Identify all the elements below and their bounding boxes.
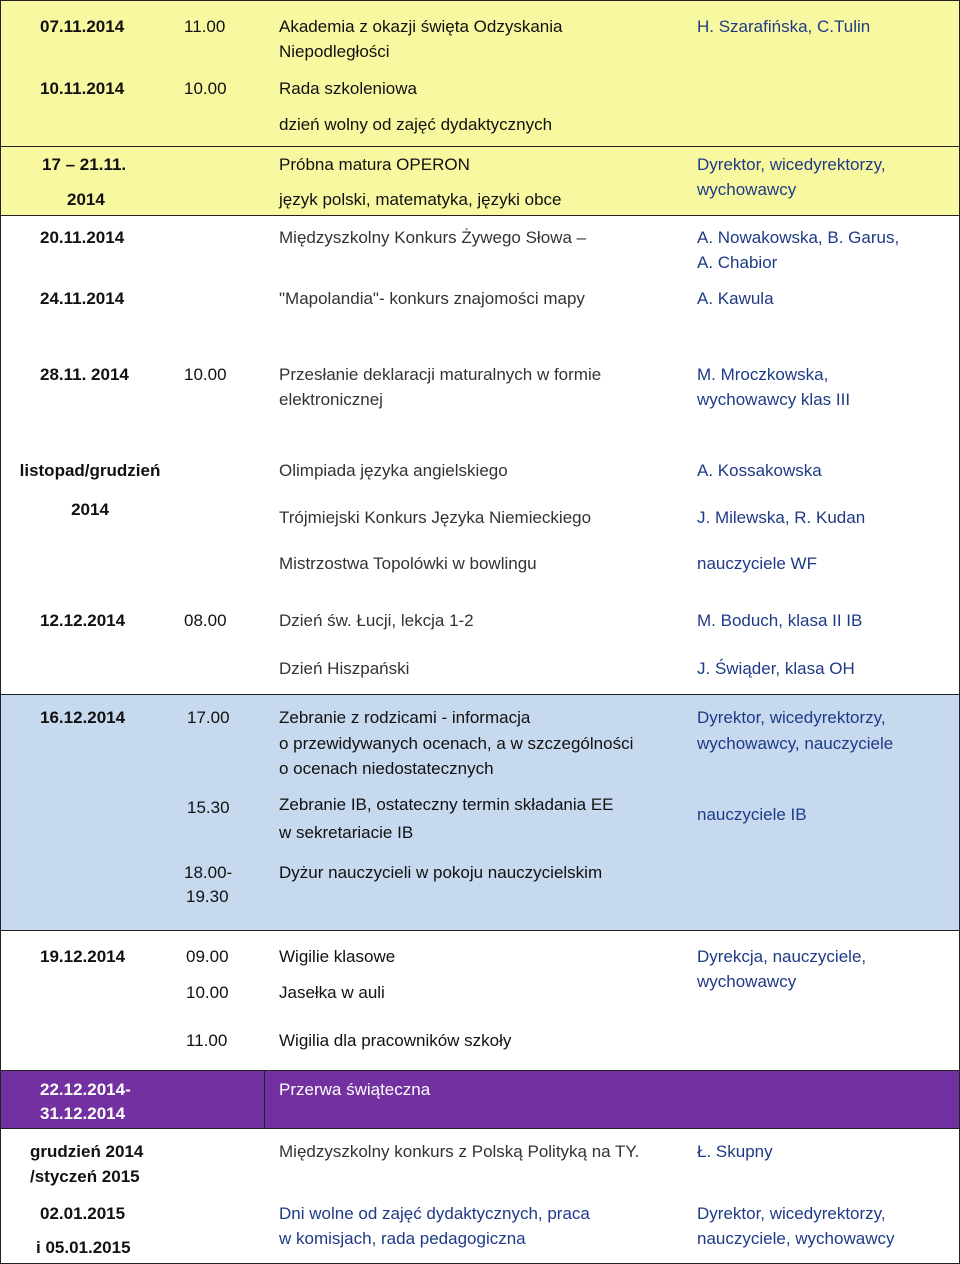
event-time: 10.00 bbox=[184, 79, 227, 98]
event-date: 19.12.2014 bbox=[40, 947, 126, 966]
event-title: Międzyszkolny Konkurs Żywego Słowa – bbox=[279, 228, 587, 247]
event-title: o przewidywanych ocenach, a w szczególności bbox=[279, 734, 634, 753]
event-title: "Mapolandia"- konkurs znajomości mapy bbox=[279, 289, 585, 308]
event-time: 17.00 bbox=[187, 708, 230, 727]
event-date: 12.12.2014 bbox=[40, 611, 126, 630]
event-date: 16.12.2014 bbox=[40, 708, 126, 727]
event-responsible: wychowawcy bbox=[697, 180, 797, 199]
event-time: 11.00 bbox=[186, 1031, 228, 1050]
event-date: 22.12.2014- bbox=[40, 1080, 131, 1099]
event-responsible: wychowawcy klas III bbox=[697, 390, 851, 409]
event-responsible: Dyrektor, wicedyrektorzy, bbox=[697, 1204, 886, 1223]
event-date: listopad/grudzień bbox=[19, 461, 161, 480]
event-date: i 05.01.2015 bbox=[36, 1238, 131, 1257]
event-responsible: A. Kossakowska bbox=[697, 461, 822, 480]
event-responsible: Ł. Skupny bbox=[697, 1142, 773, 1161]
column-divider bbox=[0, 0, 1, 1264]
highlight-band-break bbox=[0, 1070, 960, 1128]
event-responsible: J. Milewska, R. Kudan bbox=[697, 508, 866, 527]
event-time: 09.00 bbox=[186, 947, 229, 966]
event-time: 11.00 bbox=[184, 17, 226, 36]
event-date: 07.11.2014 bbox=[40, 17, 125, 36]
event-title: o ocenach niedostatecznych bbox=[279, 759, 494, 778]
event-responsible: Dyrektor, wicedyrektorzy, bbox=[697, 708, 886, 727]
event-time: 15.30 bbox=[187, 798, 230, 817]
event-responsible: wychowawcy bbox=[697, 972, 797, 991]
event-title: Zebranie IB, ostateczny termin składania EE bbox=[279, 795, 614, 814]
event-title: w sekretariacie IB bbox=[279, 823, 414, 842]
event-title: dzień wolny od zajęć dydaktycznych bbox=[279, 115, 553, 134]
event-time: 10.00 bbox=[186, 983, 229, 1002]
event-title: Zebranie z rodzicami - informacja bbox=[279, 708, 531, 727]
event-date: 28.11. 2014 bbox=[40, 365, 129, 384]
event-responsible: H. Szarafińska, C.Tulin bbox=[697, 17, 871, 36]
event-responsible: J. Świąder, klasa OH bbox=[697, 659, 855, 678]
event-responsible: nauczyciele, wychowawcy bbox=[697, 1229, 895, 1248]
event-time: 19.30 bbox=[186, 887, 229, 906]
event-date: 10.11.2014 bbox=[40, 79, 125, 98]
event-responsible: M. Mroczkowska, bbox=[697, 365, 829, 384]
event-title: Mistrzostwa Topolówki w bowlingu bbox=[279, 554, 537, 573]
row-divider bbox=[0, 215, 960, 216]
event-date: 24.11.2014 bbox=[40, 289, 125, 308]
event-date: 02.01.2015 bbox=[40, 1204, 126, 1223]
event-title: Niepodległości bbox=[279, 42, 390, 61]
row-divider bbox=[0, 1070, 960, 1071]
event-title: Dzień św. Łucji, lekcja 1-2 bbox=[279, 611, 474, 630]
event-date: 2014 bbox=[67, 190, 105, 209]
event-title: język polski, matematyka, języki obce bbox=[279, 190, 562, 209]
event-responsible: A. Kawula bbox=[697, 289, 774, 308]
event-responsible: Dyrektor, wicedyrektorzy, bbox=[697, 155, 886, 174]
event-title: Olimpiada języka angielskiego bbox=[279, 461, 508, 480]
event-title: w komisjach, rada pedagogiczna bbox=[279, 1229, 526, 1248]
event-responsible: nauczyciele WF bbox=[697, 554, 817, 573]
row-divider bbox=[0, 1128, 960, 1129]
event-time: 18.00- bbox=[184, 863, 233, 882]
event-title: Dni wolne od zajęć dydaktycznych, praca bbox=[279, 1204, 590, 1223]
event-date: grudzień 2014 bbox=[30, 1142, 144, 1161]
event-title: Rada szkoleniowa bbox=[279, 79, 417, 98]
row-divider bbox=[0, 146, 960, 147]
event-title: Akademia z okazji święta Odzyskania bbox=[279, 17, 563, 36]
event-time: 08.00 bbox=[184, 611, 227, 630]
event-title: Przesłanie deklaracji maturalnych w formie bbox=[279, 365, 602, 384]
event-title: Próbna matura OPERON bbox=[279, 155, 470, 174]
event-time: 10.00 bbox=[184, 365, 227, 384]
row-divider bbox=[0, 0, 960, 1]
event-title: Wigilie klasowe bbox=[279, 947, 396, 966]
event-date: 20.11.2014 bbox=[40, 228, 125, 247]
event-responsible: wychowawcy, nauczyciele bbox=[697, 734, 894, 753]
event-date: 17 – 21.11. bbox=[42, 155, 127, 174]
event-responsible: nauczyciele IB bbox=[697, 805, 807, 824]
event-title: Dzień Hiszpański bbox=[279, 659, 410, 678]
event-responsible: Dyrekcja, nauczyciele, bbox=[697, 947, 867, 966]
event-title: Międzyszkolny konkurs z Polską Polityką na TY. bbox=[279, 1142, 640, 1161]
event-title: elektronicznej bbox=[279, 390, 383, 409]
event-title: Trójmiejski Konkurs Języka Niemieckiego bbox=[279, 508, 592, 527]
event-date: /styczeń 2015 bbox=[30, 1167, 140, 1186]
event-responsible: M. Boduch, klasa II IB bbox=[697, 611, 863, 630]
row-divider bbox=[0, 930, 960, 931]
event-title: Przerwa świąteczna bbox=[279, 1080, 431, 1099]
column-divider bbox=[264, 1070, 265, 1128]
event-title: Jasełka w auli bbox=[279, 983, 385, 1002]
event-date: 2014 bbox=[71, 500, 109, 519]
event-responsible: A. Nowakowska, B. Garus, bbox=[697, 228, 900, 247]
event-responsible: A. Chabior bbox=[697, 253, 778, 272]
row-divider bbox=[0, 694, 960, 695]
event-title: Dyżur nauczycieli w pokoju nauczycielskim bbox=[279, 863, 603, 882]
event-date: 31.12.2014 bbox=[40, 1104, 126, 1123]
event-title: Wigilia dla pracowników szkoły bbox=[279, 1031, 512, 1050]
